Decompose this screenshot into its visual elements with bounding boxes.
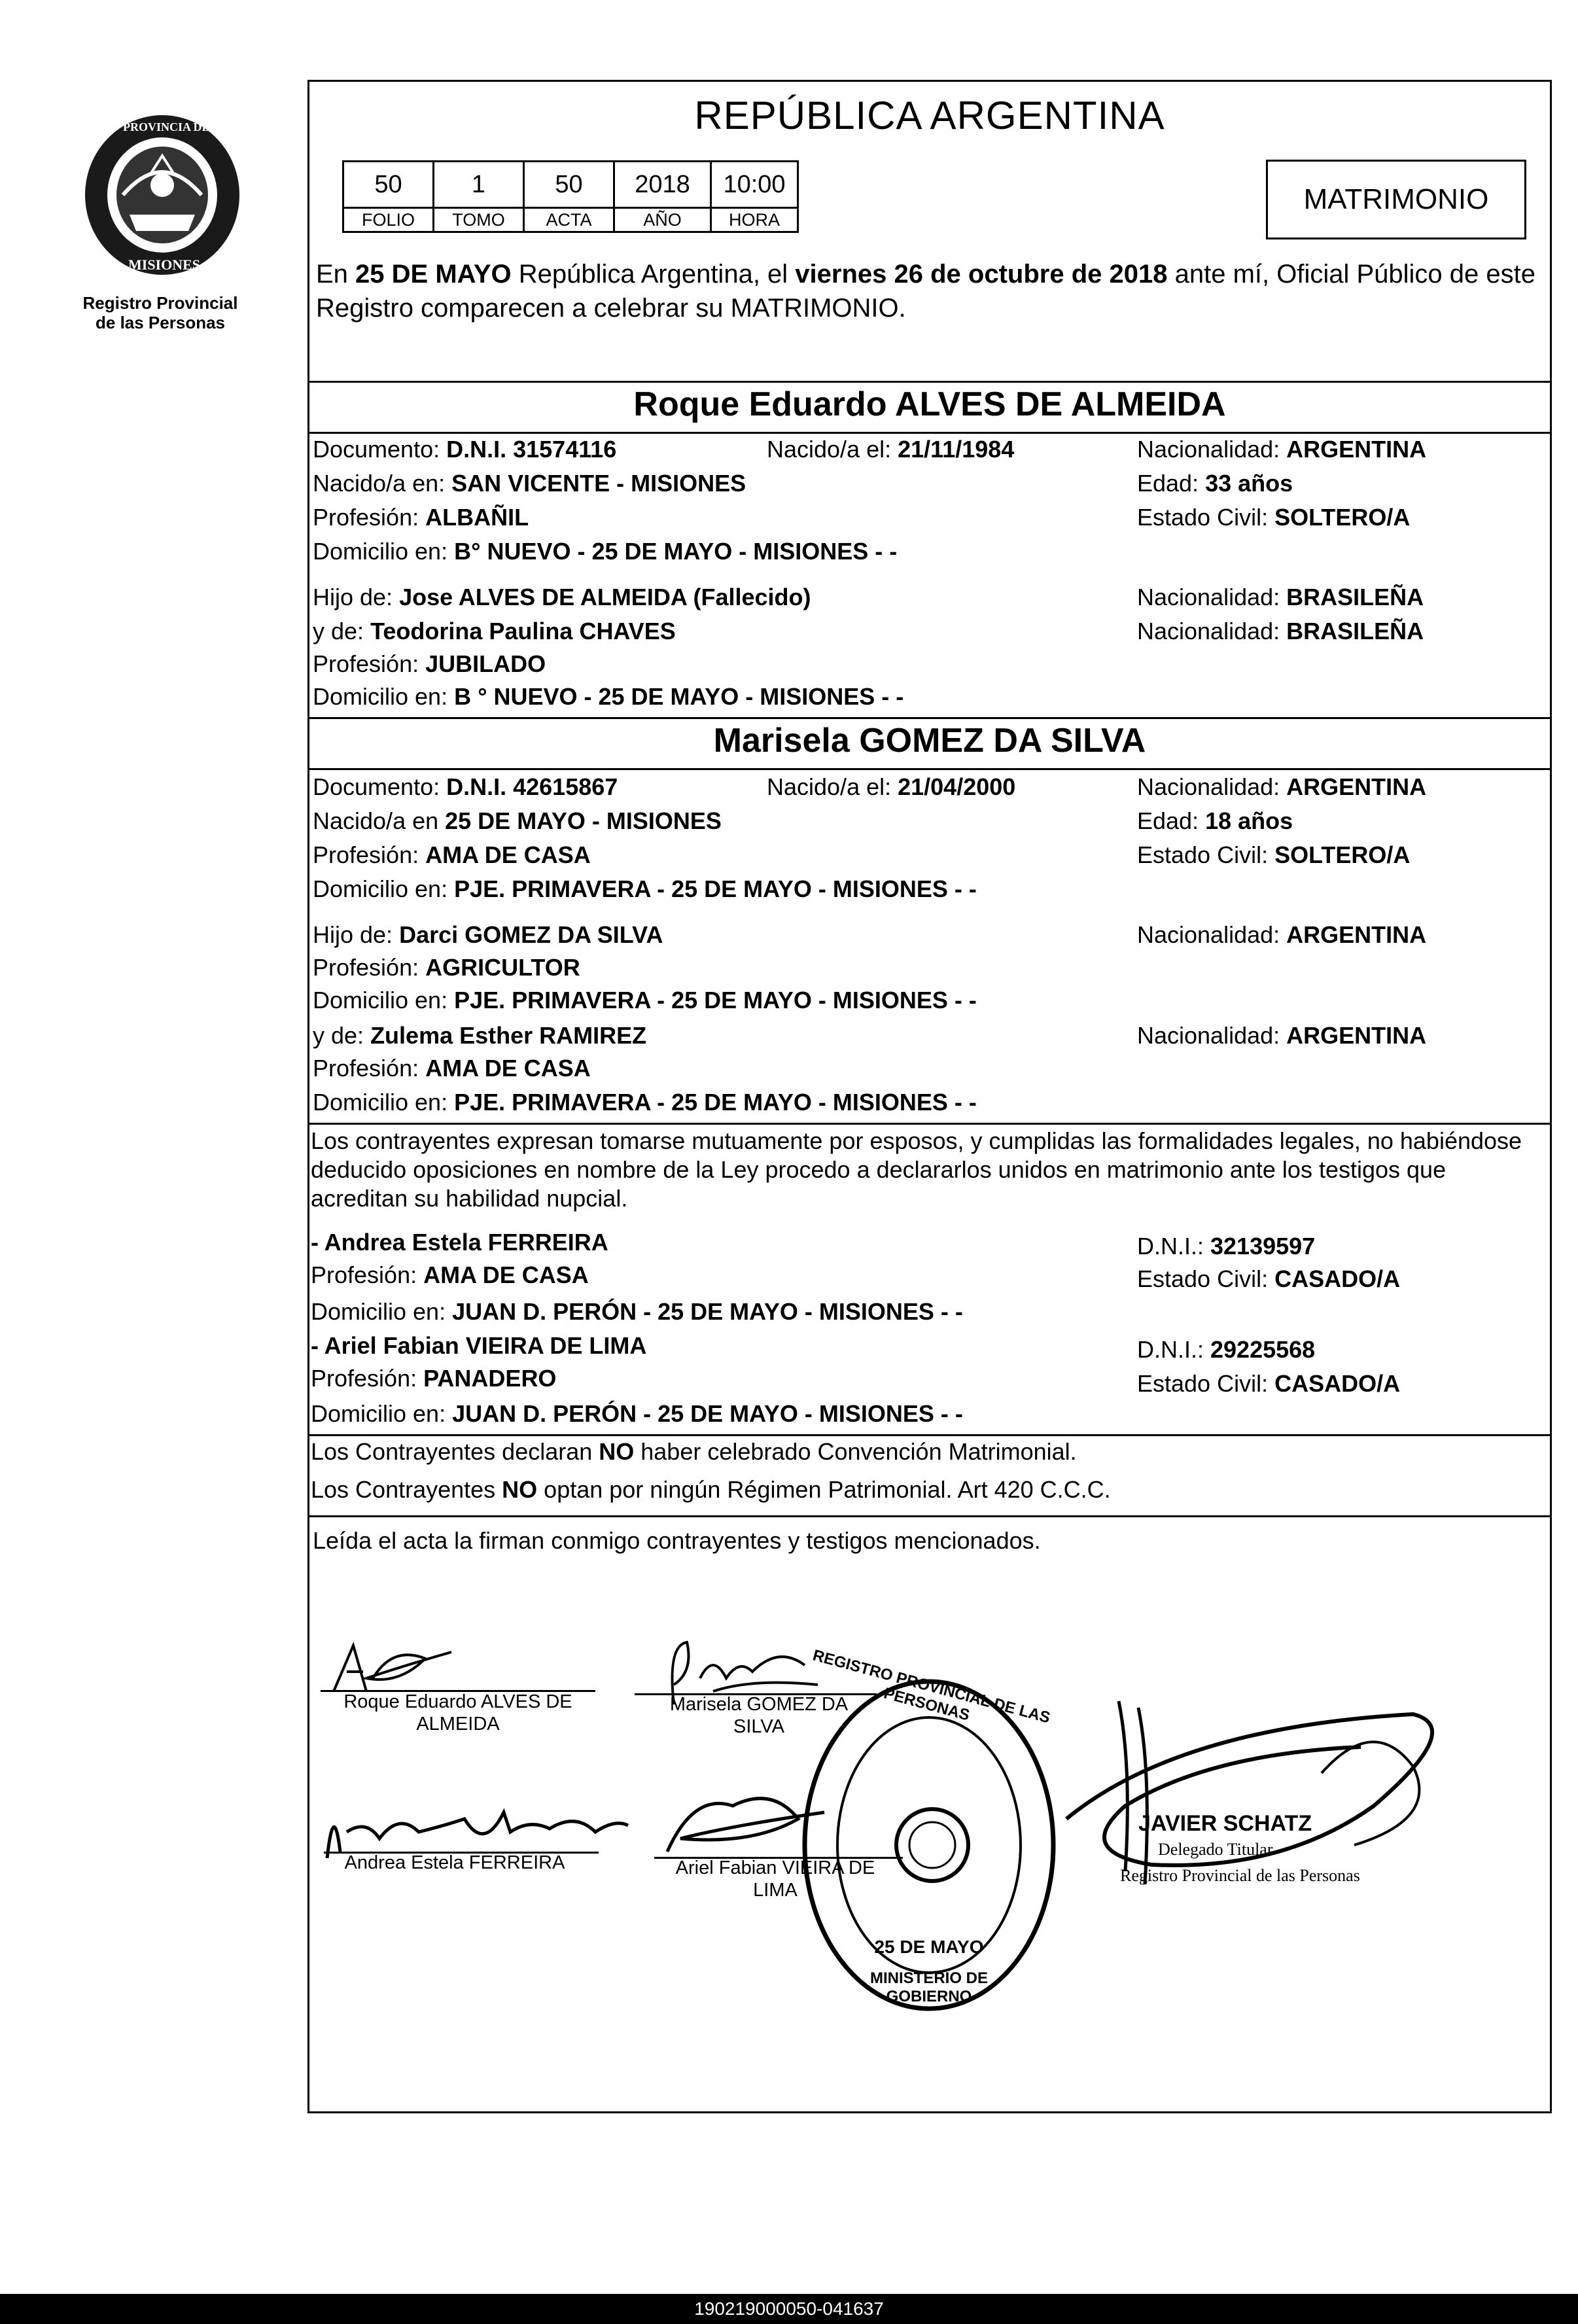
bride-age: Edad: 18 años: [1137, 807, 1293, 834]
witness2-dni: D.N.I.: 29225568: [1137, 1336, 1316, 1363]
official-office: Registro Provincial de las Personas: [1120, 1866, 1360, 1885]
bride-profession: Profesión: AMA DE CASA: [313, 841, 591, 868]
ano-value: 2018: [614, 162, 711, 208]
groom-father-nationality: Nacionalidad: BRASILEÑA: [1137, 584, 1424, 610]
official-role: Delegado Titular: [1158, 1840, 1273, 1859]
convention-line2: Los Contrayentes NO optan por ningún Régimen Patrimonial. Art 420 C.C.C.: [311, 1476, 1111, 1503]
bride-address: Domicilio en: PJE. PRIMAVERA - 25 DE MAYO - MISIONES - -: [313, 875, 977, 902]
groom-age: Edad: 33 años: [1137, 470, 1293, 497]
bride-marital-status: Estado Civil: SOLTERO/A: [1137, 841, 1411, 868]
stamp-center-text: 25 DE MAYO: [874, 1937, 984, 1957]
registry-caption-line2: de las Personas: [96, 313, 225, 332]
stamp-outer-text: REGISTRO PROVINCIAL DE LAS PERSONAS: [811, 1646, 1052, 1727]
page-title: REPÚBLICA ARGENTINA: [694, 94, 1165, 137]
bride-birthplace: Nacido/a en 25 DE MAYO - MISIONES: [313, 807, 722, 834]
witness2-name: - Ariel Fabian VIEIRA DE LIMA: [311, 1332, 647, 1359]
witness2-signature-caption: Ariel Fabian VIEIRA DE LIMA: [675, 1857, 875, 1901]
divider: [307, 381, 1552, 383]
bride-mother-address: Domicilio en: PJE. PRIMAVERA - 25 DE MAYO - MISIONES - -: [313, 1089, 977, 1116]
intro-place: 25 DE MAYO: [355, 260, 512, 289]
witness1-dni: D.N.I.: 32139597: [1137, 1233, 1316, 1259]
act-type: MATRIMONIO: [1303, 183, 1489, 215]
convention-line1: Los Contrayentes declaran NO haber celebrado Convención Matrimonial.: [311, 1438, 1077, 1465]
seal-top-text: PROVINCIA DE: [123, 120, 210, 133]
bride-mother-nationality: Nacionalidad: ARGENTINA: [1137, 1022, 1427, 1049]
stamp-bottom-text: MINISTERIO DE GOBIERNO: [869, 1969, 988, 2005]
bride-nationality: Nacionalidad: ARGENTINA: [1137, 773, 1427, 800]
groom-signature-caption: Roque Eduardo ALVES DE ALMEIDA: [343, 1691, 572, 1734]
hora-value: 10:00: [711, 162, 798, 208]
registry-caption-line1: Registro Provincial: [82, 293, 238, 313]
groom-father: Hijo de: Jose ALVES DE ALMEIDA (Fallecido): [313, 584, 811, 610]
groom-parents-address: Domicilio en: B ° NUEVO - 25 DE MAYO - MISIONES - -: [313, 683, 904, 710]
divider: [307, 1515, 1552, 1517]
groom-address: Domicilio en: B° NUEVO - 25 DE MAYO - MISIONES - -: [313, 538, 898, 565]
folio-value: 50: [343, 162, 434, 208]
groom-mother: y de: Teodorina Paulina CHAVES: [313, 618, 676, 644]
bride-name-heading: Marisela GOMEZ DA SILVA: [713, 722, 1146, 760]
intro-paragraph: En 25 DE MAYO República Argentina, el viernes 26 de octubre de 2018 ante mí, Oficial Público de este Registro comparecen a celebrar su MATRIMONIO.: [316, 260, 1535, 323]
witness1-address: Domicilio en: JUAN D. PERÓN - 25 DE MAYO - MISIONES - -: [311, 1298, 963, 1325]
witness1-signature-caption: Andrea Estela FERREIRA: [344, 1852, 565, 1873]
act-type-box: [1266, 160, 1526, 239]
seal-bottom-text: MISIONES: [128, 256, 201, 273]
groom-parents-profession: Profesión: JUBILADO: [313, 650, 546, 677]
tomo-label: TOMO: [434, 208, 524, 232]
divider: [307, 432, 1552, 434]
witness1-marital-status: Estado Civil: CASADO/A: [1137, 1265, 1401, 1292]
witness2-address: Domicilio en: JUAN D. PERÓN - 25 DE MAYO - MISIONES - -: [311, 1400, 963, 1427]
closing-statement: Leída el acta la firman conmigo contrayentes y testigos mencionados.: [313, 1527, 1041, 1554]
groom-name-heading: Roque Eduardo ALVES DE ALMEIDA: [633, 385, 1226, 423]
tomo-value: 1: [434, 162, 524, 208]
acta-label: ACTA: [524, 208, 614, 232]
reference-table: [342, 160, 799, 233]
groom-documento: Documento: D.N.I. 31574116: [313, 436, 617, 463]
bride-father-address: Domicilio en: PJE. PRIMAVERA - 25 DE MAYO - MISIONES - -: [313, 987, 977, 1013]
folio-label: FOLIO: [343, 208, 434, 232]
bride-mother-profession: Profesión: AMA DE CASA: [313, 1055, 591, 1082]
bride-father: Hijo de: Darci GOMEZ DA SILVA: [313, 921, 663, 948]
intro-date: viernes 26 de octubre de 2018: [795, 260, 1168, 289]
witness2-marital-status: Estado Civil: CASADO/A: [1137, 1370, 1401, 1397]
acta-value: 50: [524, 162, 614, 208]
official-name: JAVIER SCHATZ: [1138, 1811, 1312, 1836]
witness2-profession: Profesión: PANADERO: [311, 1365, 557, 1392]
bride-father-nationality: Nacionalidad: ARGENTINA: [1137, 921, 1427, 948]
groom-birthplace: Nacido/a en: SAN VICENTE - MISIONES: [313, 470, 746, 497]
bride-documento: Documento: D.N.I. 42615867: [313, 773, 618, 800]
bride-signature-caption: Marisela GOMEZ DA SILVA: [669, 1694, 849, 1737]
registry-logo: [77, 110, 247, 287]
divider: [307, 1123, 1552, 1125]
footer-code: 190219000050-041637: [0, 2294, 1578, 2324]
divider: [307, 717, 1552, 719]
bride-mother: y de: Zulema Esther RAMIREZ: [313, 1022, 647, 1049]
witness1-name: - Andrea Estela FERREIRA: [311, 1229, 608, 1256]
hora-label: HORA: [711, 208, 798, 232]
groom-profession: Profesión: ALBAÑIL: [313, 504, 529, 531]
witness1-profession: Profesión: AMA DE CASA: [311, 1261, 589, 1288]
declaration-paragraph: Los contrayentes expresan tomarse mutuamente por esposos, y cumplidas las formalidades legales, no habiéndose deducido oposiciones en nombre de la Ley procedo a declararlos unidos en matrimonio ante los testigos que acreditan su habilidad nupcial.: [311, 1127, 1522, 1212]
official-round-stamp: [792, 1646, 1066, 2028]
divider: [307, 1434, 1552, 1436]
bride-birthdate: Nacido/a el: 21/04/2000: [767, 773, 1016, 800]
ano-label: AÑO: [614, 208, 711, 232]
groom-nationality: Nacionalidad: ARGENTINA: [1137, 436, 1427, 463]
groom-birthdate: Nacido/a el: 21/11/1984: [767, 436, 1015, 463]
bride-father-profession: Profesión: AGRICULTOR: [313, 954, 580, 981]
groom-marital-status: Estado Civil: SOLTERO/A: [1137, 504, 1411, 531]
groom-mother-nationality: Nacionalidad: BRASILEÑA: [1137, 618, 1424, 644]
divider: [307, 768, 1552, 770]
